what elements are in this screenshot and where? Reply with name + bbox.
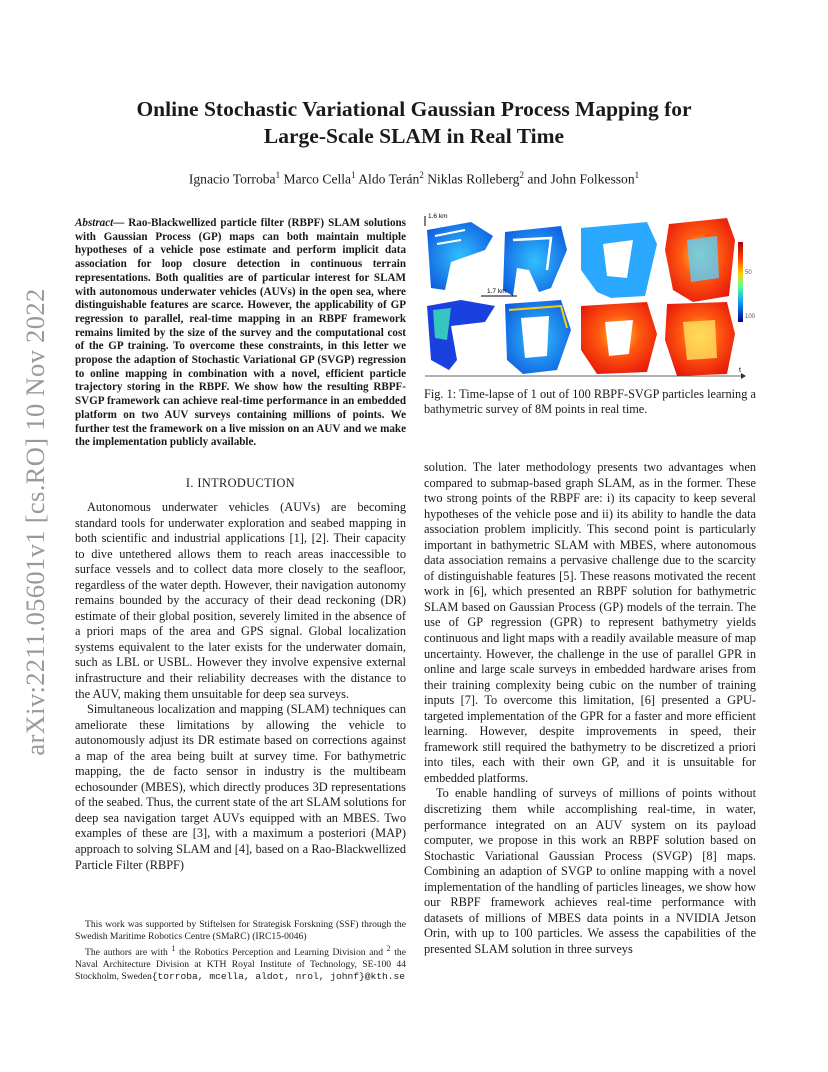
- aff-2-text: the Naval Architecture Division at KTH Royal Institute of Technology, SE-100 44 Stockholm, Sweden: [75, 947, 406, 983]
- author-name: Niklas Rolleberg: [427, 171, 520, 187]
- left-column-body: [75, 500, 406, 873]
- paragraph: solution. The later methodology presents two advantages when compared to submap-based graph SLAM, as in the former. These two strong points of the RBPF are: i) its capacity to keep several hypotheses of the vehicle pose and ii) its ability to handle the data association problem implicitly. This second point is particularly important in bathymetric SLAM with MBES, where autonomous data association remains a pervasive challenge due to the scarcity of distinguishable features [5]. These reasons motivated the recent work in [6], which presented an RBPF solution for bathymetric SLAM based on Gaussian Process (GP) models of the terrain. The use of GP regression (GPR) to represent bathymetry yields continuous and light maps with a readily available measure of map uncertainty. However, the challenge in the use of parallel GPR in online and large scale surveys in embedded hardware arises from their training complexity being cubic on the number of training inputs [7]. To overcome this limitation, [6] presented a GPU-targeted implementation of the GPR for a faster and more efficient learning. However, despite improvements in speed, their framework still required the bathymetry to be discretized a priori into tiles, each with their own GP, and it is unsuitable for embedded platforms.: [424, 460, 756, 785]
- time-arrowhead: [741, 373, 746, 379]
- map-frame-4-core: [687, 236, 719, 282]
- aff-mark-2: 2: [386, 944, 391, 953]
- figure-caption: Fig. 1: Time-lapse of 1 out of 100 RBPF-SVGP particles learning a bathymetric survey of 8M points in real time.: [424, 387, 756, 417]
- footnotes: [75, 919, 406, 983]
- paragraph: Autonomous underwater vehicles (AUVs) are becoming standard tools for underwater exploration and seabed mapping in both scientific and industrial applications [1], [2]. Their capacity to dive untethered allows them to reach areas inaccessible to surface vessels and to collect data more closely to the seafloor, regardless of the water depth. However, their navigation autonomy remains bounded by the accuracy of their dead reckoning (DR) estimate of their global position, severely limited in the absence of a priori maps of the area and GPS signal. Global localization systems equivalent to the later exists for the underwater domain, such as LBL or USBL. However they involve expensive external infrastructure and their reliability decreases with the distance to the AUV, making them unsuitable for deep sea surveys.: [75, 500, 406, 701]
- abstract: [75, 217, 406, 450]
- colorbar-tick-50: 50: [745, 270, 752, 276]
- right-column-body: [424, 460, 756, 958]
- author-name: Marco Cella: [283, 171, 352, 187]
- colorbar: [738, 242, 743, 322]
- author-affiliation: 1: [275, 170, 281, 180]
- time-axis-label: t: [739, 367, 741, 374]
- map-frame-7-hole: [605, 320, 633, 356]
- author-affiliation: 1: [351, 170, 356, 180]
- author-affiliation: 1: [634, 170, 640, 180]
- affiliation-footnote: [75, 943, 406, 983]
- author-affiliation: 2: [519, 170, 524, 180]
- title-line-2: Large-Scale SLAM in Real Time: [263, 124, 565, 148]
- abstract-label: Abstract: [75, 217, 114, 229]
- aff-mark-1: 1: [171, 944, 176, 953]
- paper-title: [80, 96, 748, 150]
- author-name: Aldo Terán: [358, 171, 420, 187]
- colorbar-tick-100: 100: [745, 314, 756, 320]
- figure-1-bathymetry-timelapse: [421, 210, 756, 380]
- author-name: Ignacio Torroba: [188, 171, 276, 187]
- abstract-text: — Rao-Blackwellized particle filter (RBPF) SLAM solutions with Gaussian Process (GP) maps can both maintain multiple hypotheses of a vehicle pose estimate and perform implicit data association for loop closure detection in continuous terrain representations. Both qualities are of particular interest for SLAM with autonomous underwater vehicles (AUVs) in the open sea, where distinguishable features are scarce. However, the applicability of GP regression to parallel, real-time mapping in an RBPF framework remains limited by the size of the survey and the computational cost of the GP training. To overcome these constraints, in this letter we propose the adaption of Stochastic Variational GP (SVGP) regression to online mapping in combination with a novel, efficient particle trajectory storing in the RBPF. We show how the resulting RBPF-SVGP framework can achieve real-time performance in an embedded platform on two AUV surveys containing millions of points. We further test the framework on a live mission on an AUV and we make the implementation publicly available.: [75, 217, 406, 449]
- map-frame-6-hole: [521, 316, 549, 358]
- author-name: John Folkesson: [550, 171, 635, 187]
- funding-footnote: This work was supported by Stiftelsen for Strategisk Forskning (SSF) through the Swedish Maritime Robotics Centre (SMaRC) (IRC15-0046): [75, 919, 406, 942]
- scale-label-bottom: 1.7 km: [487, 288, 507, 295]
- title-line-1: Online Stochastic Variational Gaussian Process Mapping for: [136, 97, 692, 121]
- arxiv-identifier-stamp: arXiv:2211.05601v1 [cs.RO] 10 Nov 2022: [20, 288, 50, 756]
- map-frame-1: [427, 222, 493, 290]
- author-emails: {torroba, mcella, aldot, nrol, johnf}@kth.se: [151, 971, 406, 983]
- aff-1-text: the Robotics Perception and Learning Division and: [179, 947, 384, 959]
- paragraph: To enable handling of surveys of millions of points without discretizing them while accomplishing real-time, in water, performance integrated on an AUV system on its payload computer, we propose in this work an RBPF solution based on Stochastic Variational Gaussian Process (SVGP) [8] maps. Combining an adaption of SVGP to online mapping with a novel implementation of the handling of particles lineages, we show how our RBPF framework achieves real-time performance with datasets of millions of MBES data points in a NVIDIA Jetson Orin, with up to 100 particles. We assess the capabilities of the presented SLAM solution in three surveys: [424, 786, 756, 956]
- map-frame-8-core: [683, 320, 717, 360]
- aff-prefix: The authors are with: [85, 947, 168, 959]
- paragraph: Simultaneous localization and mapping (SLAM) techniques can ameliorate these limitations by allowing the vehicle to autonomously adjust its DR estimate based on corrections against a map of the area being built at survey time. For bathymetric mapping, the de facto sensor in industry is the multibeam echosounder (MBES), which directly produces 3D representations of the seabed. Thus, the current state of the art SLAM solutions for deep sea navigation target AUVs equipped with an MBES. Two examples of these are [3], with a maximum a posteriori (MAP) approach to solving SLAM and [4], based on a Rao-Blackwellized Particle Filter (RBPF): [75, 702, 406, 872]
- scale-label-top: 1.6 km: [428, 213, 448, 220]
- author-list: [80, 170, 748, 188]
- section-heading: I. INTRODUCTION: [185, 476, 296, 490]
- authors-and: and: [527, 171, 548, 187]
- author-affiliation: 2: [419, 170, 424, 180]
- map-frame-2: [503, 226, 567, 296]
